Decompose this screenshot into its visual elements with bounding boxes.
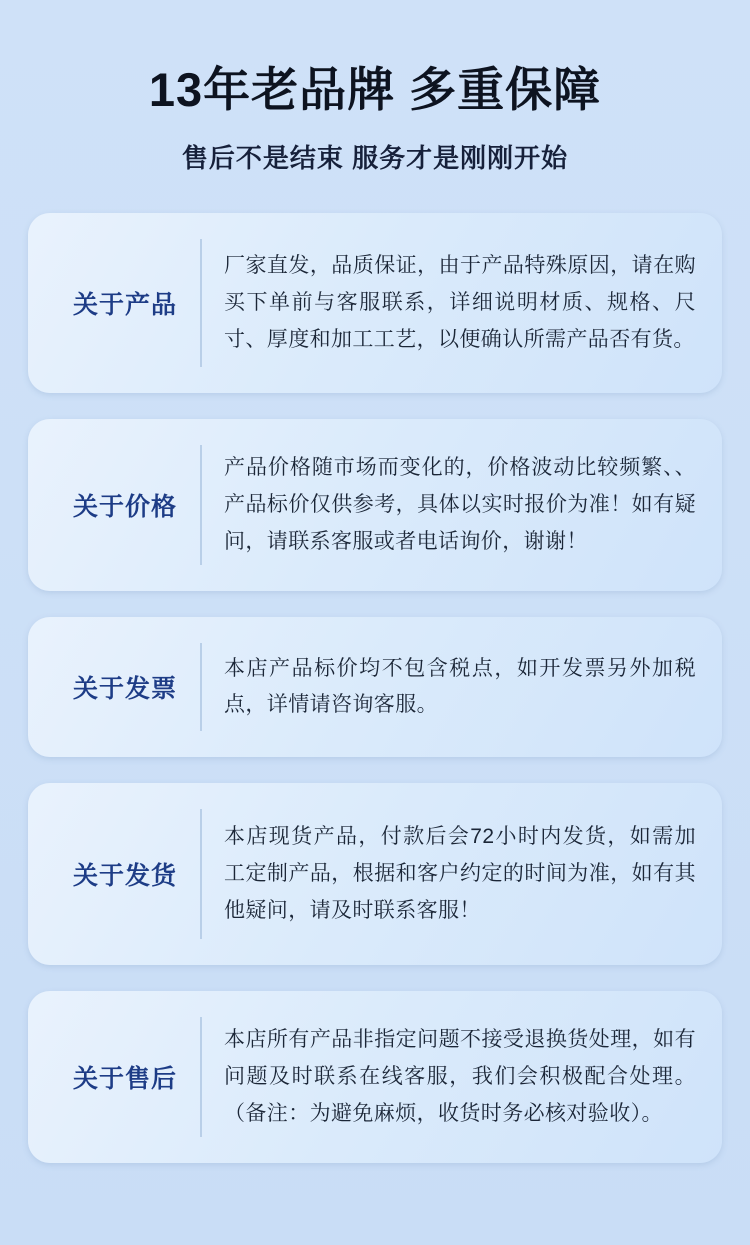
info-card-product (28, 213, 722, 393)
info-card-list (28, 213, 722, 1163)
info-card-text: 厂家直发，品质保证，由于产品特殊原因，请在购买下单前与客服联系，详细说明材质、规格、尺寸、厚度和加工工艺，以便确认所需产品否有货。 (224, 254, 696, 351)
info-card-text: 产品价格随市场而变化的，价格波动比较频繁、、产品标价仅供参考，具体以实时报价为准！如有疑问，请联系客服或者电话询价，谢谢！ (224, 456, 696, 553)
info-card-text: 本店现货产品，付款后会72小时内发货，如需加工定制产品，根据和客户约定的时间为准，如有其他疑问，请及时联系客服！ (224, 825, 696, 922)
info-card-label: 关于价格 (72, 493, 177, 522)
info-card-price (28, 419, 722, 591)
page-header (28, 0, 722, 175)
page-title: 13年老品牌 多重保障 (148, 63, 602, 116)
page-subtitle: 售后不是结束 服务才是刚刚开始 (181, 143, 569, 174)
info-card-label: 关于售后 (72, 1065, 177, 1094)
vertical-divider (200, 809, 202, 939)
info-card-text: 本店所有产品非指定问题不接受退换货处理，如有问题及时联系在线客服，我们会积极配合处理。（备注：为避免麻烦，收货时务必核对验收）。 (224, 1028, 696, 1125)
info-card-label: 关于发货 (72, 862, 177, 891)
vertical-divider (200, 1017, 202, 1137)
vertical-divider (200, 643, 202, 731)
info-card-label: 关于发票 (72, 675, 177, 704)
info-card-text: 本店产品标价均不包含税点，如开发票另外加税点，详情请咨询客服。 (224, 656, 696, 717)
info-card-shipping (28, 783, 722, 965)
info-card-label: 关于产品 (72, 291, 177, 320)
info-card-invoice (28, 617, 722, 757)
vertical-divider (200, 445, 202, 565)
info-card-after-sales (28, 991, 722, 1163)
vertical-divider (200, 239, 202, 367)
